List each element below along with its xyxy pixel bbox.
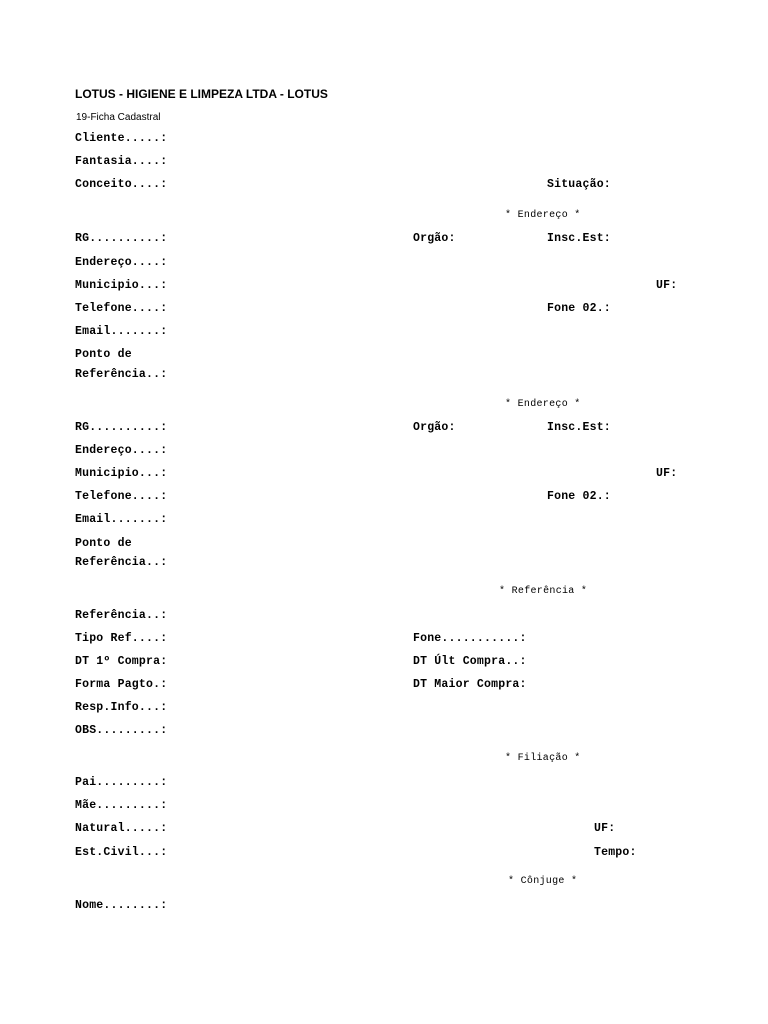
section-heading-referencia: * Referência * <box>499 586 588 597</box>
uf-label: UF: <box>656 279 678 292</box>
company-title: LOTUS - HIGIENE E LIMPEZA LTDA - LOTUS <box>75 87 328 101</box>
resp-info-label: Resp.Info...: <box>75 701 168 714</box>
endereco-label: Endereço....: <box>75 256 168 269</box>
telefone-label: Telefone....: <box>75 490 168 503</box>
section-heading-conjuge: * Cônjuge * <box>508 876 578 887</box>
dt-ult-compra-label: DT Últ Compra..: <box>413 655 527 668</box>
ponto-de-label: Ponto de <box>75 348 132 361</box>
uf-label: UF: <box>656 467 678 480</box>
cliente-label: Cliente.....: <box>75 132 168 145</box>
natural-label: Natural.....: <box>75 822 168 835</box>
form-subtitle: 19-Ficha Cadastral <box>76 112 161 123</box>
est-civil-label: Est.Civil...: <box>75 846 168 859</box>
mae-label: Mãe.........: <box>75 799 168 812</box>
endereco-label: Endereço....: <box>75 444 168 457</box>
telefone-label: Telefone....: <box>75 302 168 315</box>
forma-pagto-label: Forma Pagto.: <box>75 678 168 691</box>
fantasia-label: Fantasia....: <box>75 155 168 168</box>
insc-est-label: Insc.Est: <box>547 421 611 434</box>
municipio-label: Municipio...: <box>75 279 168 292</box>
pai-label: Pai.........: <box>75 776 168 789</box>
tipo-ref-label: Tipo Ref....: <box>75 632 168 645</box>
orgao-label: Orgão: <box>413 421 456 434</box>
email-label: Email.......: <box>75 325 168 338</box>
section-heading-endereco-2: * Endereço * <box>505 399 581 410</box>
fone-label: Fone...........: <box>413 632 527 645</box>
referencia-label: Referência..: <box>75 609 168 622</box>
situacao-label: Situação: <box>547 178 611 191</box>
municipio-label: Municipio...: <box>75 467 168 480</box>
rg-label: RG..........: <box>75 421 168 434</box>
tempo-label: Tempo: <box>594 846 637 859</box>
referencia-ponto-label: Referência..: <box>75 556 168 569</box>
uf-label: UF: <box>594 822 616 835</box>
fone-02-label: Fone 02.: <box>547 490 611 503</box>
obs-label: OBS.........: <box>75 724 168 737</box>
section-heading-endereco-1: * Endereço * <box>505 210 581 221</box>
nome-label: Nome........: <box>75 899 168 912</box>
rg-label: RG..........: <box>75 232 168 245</box>
insc-est-label: Insc.Est: <box>547 232 611 245</box>
conceito-label: Conceito....: <box>75 178 168 191</box>
fone-02-label: Fone 02.: <box>547 302 611 315</box>
email-label: Email.......: <box>75 513 168 526</box>
orgao-label: Orgão: <box>413 232 456 245</box>
ponto-de-label: Ponto de <box>75 537 132 550</box>
referencia-ponto-label: Referência..: <box>75 368 168 381</box>
section-heading-filiacao: * Filiação * <box>505 753 581 764</box>
dt-maior-compra-label: DT Maior Compra: <box>413 678 527 691</box>
dt-1-compra-label: DT 1º Compra: <box>75 655 168 668</box>
